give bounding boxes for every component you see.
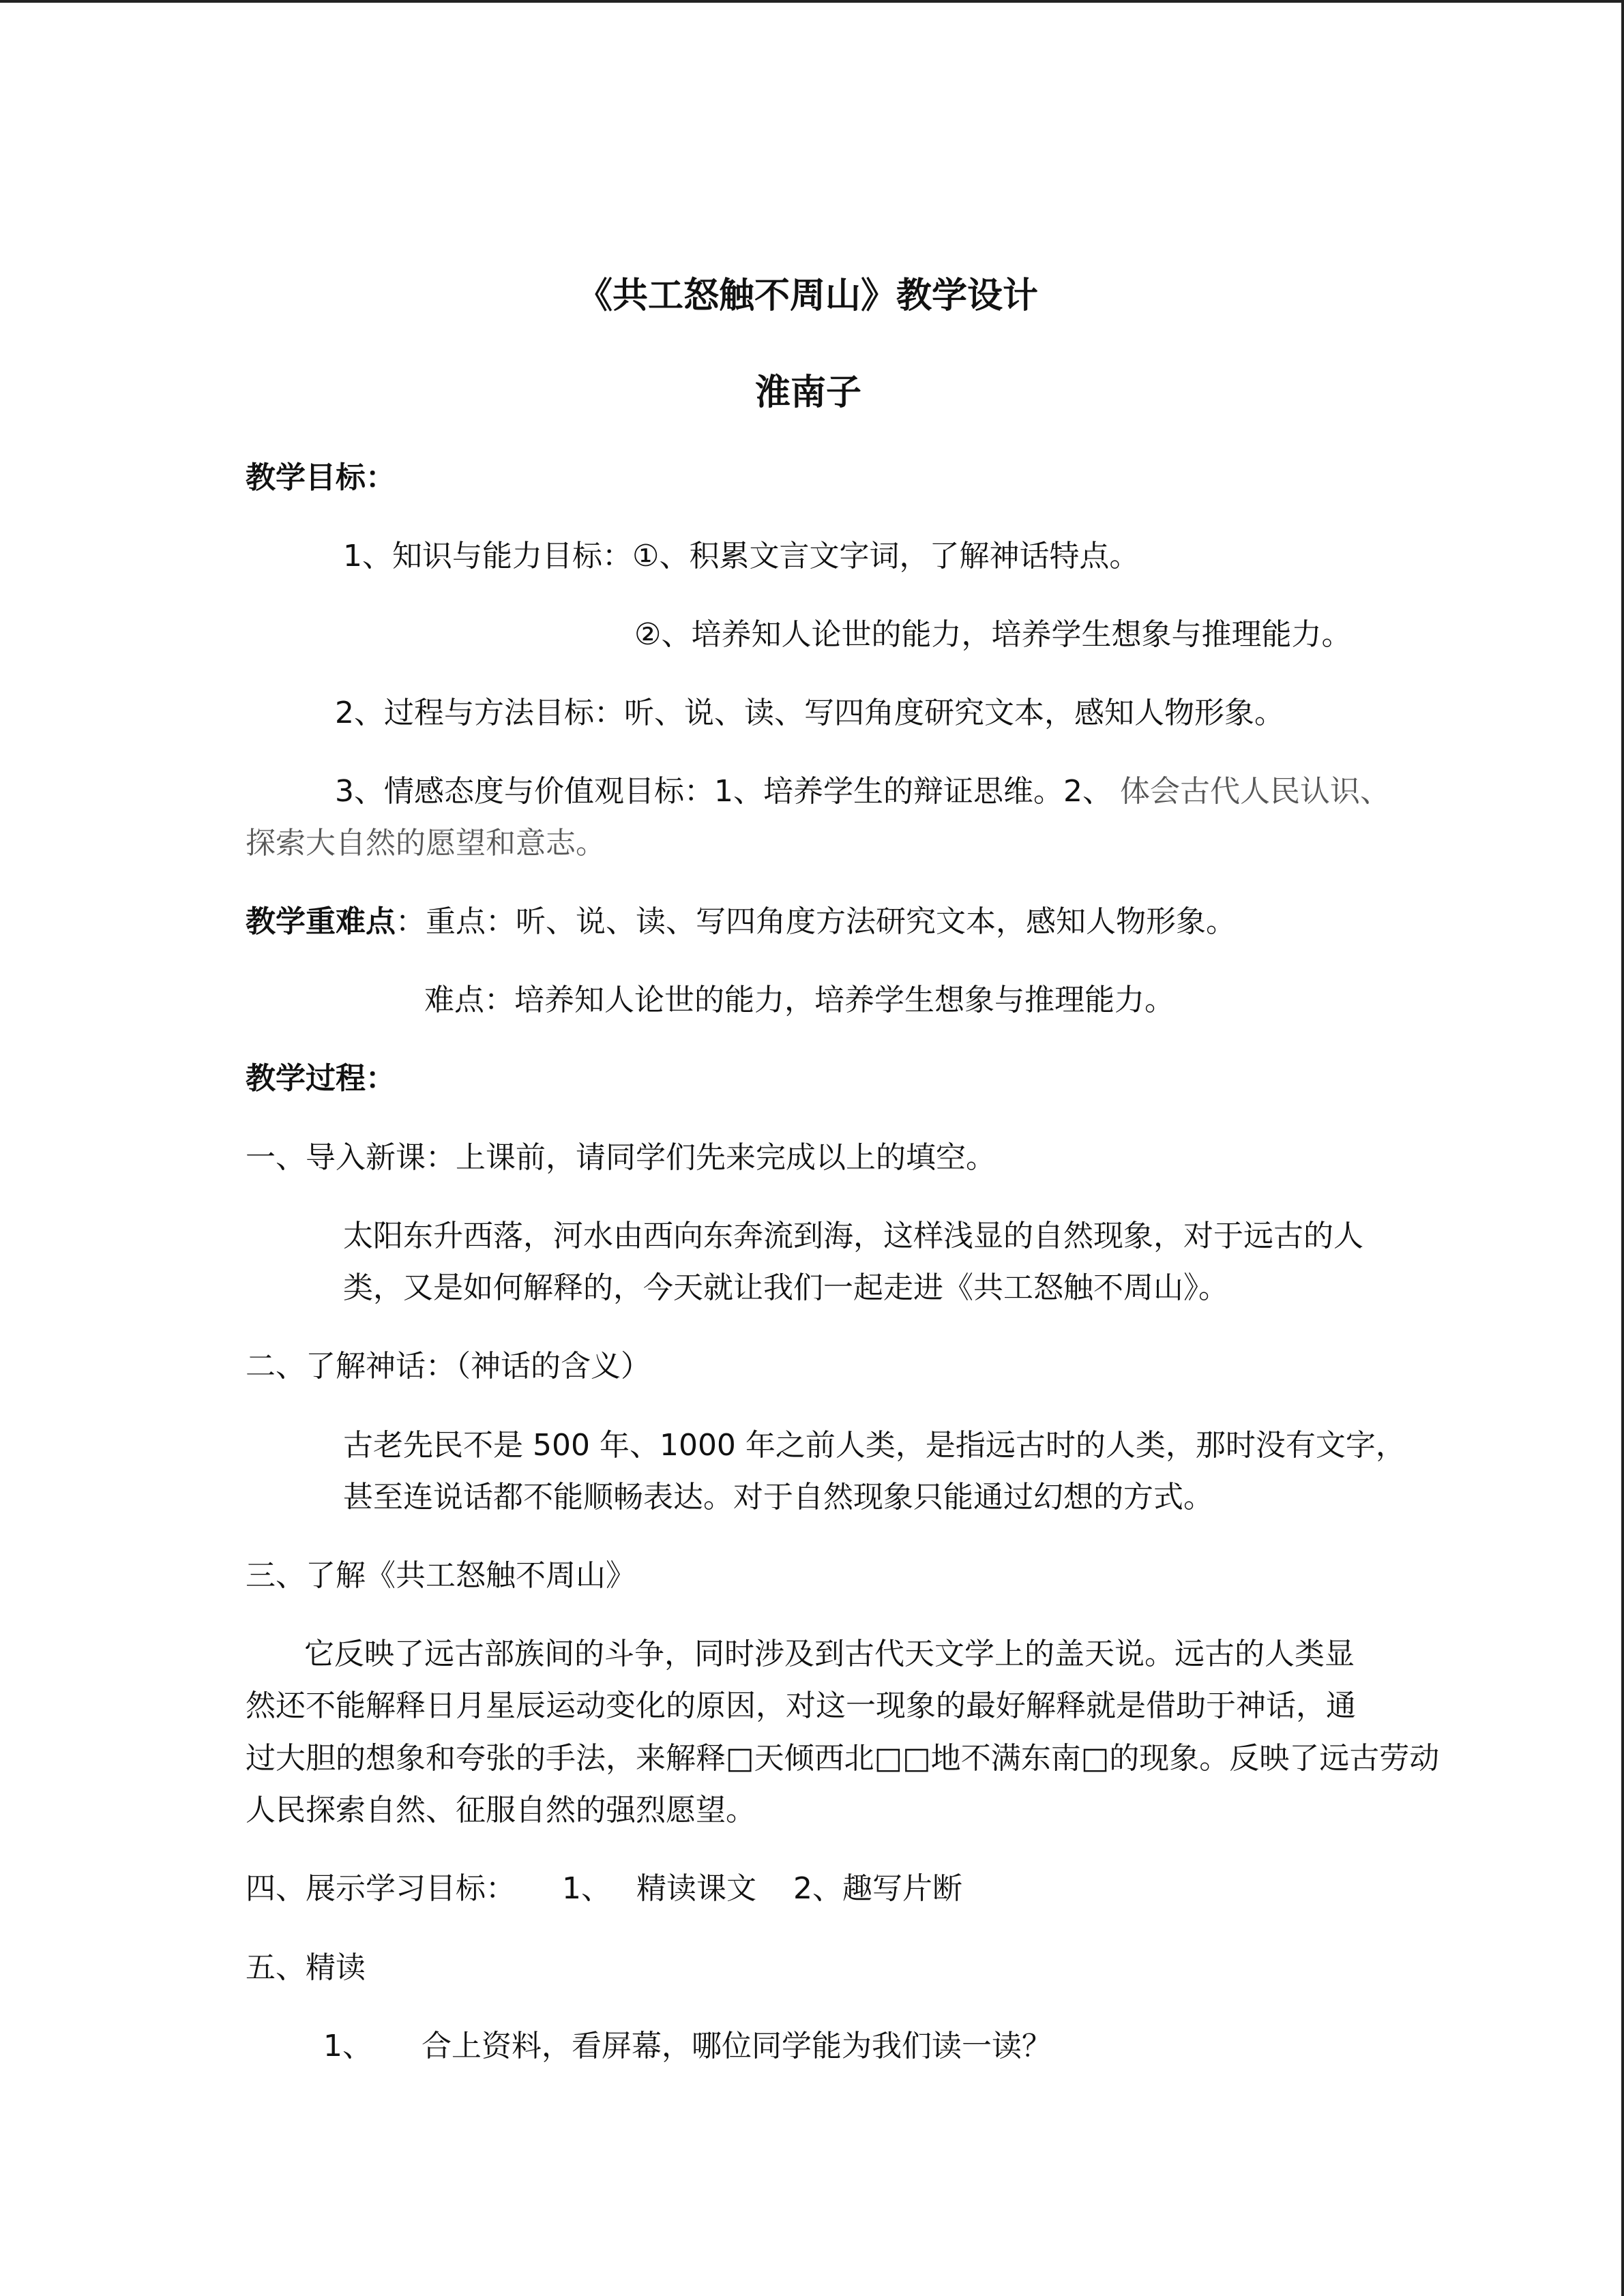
section-4-item1-number: 1、 [562, 1871, 611, 1906]
objective-1: 1、知识与能力目标：①、积累文言文字词，了解神话特点。 [343, 539, 1140, 573]
section-3-para-line4: 人民探索自然、征服自然的强烈愿望。 [246, 1793, 756, 1828]
author: 淮南子 [755, 372, 862, 413]
section-3-para-line2: 然还不能解释日月星辰运动变化的原因，对这一现象的最好解释就是借助于神话，通 [246, 1688, 1356, 1723]
section-5-item1-text: 合上资料，看屏幕，哪位同学能为我们读一读？ [422, 2029, 1052, 2063]
section-4: 四、展示学习目标： [246, 1871, 516, 1906]
section-3-para-line1: 它反映了远古部族间的斗争，同时涉及到古代天文学上的盖天说。远古的人类显 [304, 1637, 1355, 1671]
section-5: 五、精读 [246, 1950, 366, 1985]
keypoints-focus: ：重点：听、说、读、写四角度方法研究文本，感知人物形象。 [396, 904, 1236, 939]
section-2-para-line2: 甚至连说话都不能顺畅表达。对于自然现象只能通过幻想的方式。 [343, 1480, 1213, 1515]
keypoints-difficulty: 难点：培养知人论世的能力，培养学生想象与推理能力。 [424, 983, 1175, 1017]
section-5-item1-number: 1、 [323, 2029, 372, 2063]
section-4-item1-text: 精读课文 [636, 1871, 756, 1906]
keypoints-heading: 教学重难点 [246, 904, 396, 939]
section-1: 一、导入新课：上课前，请同学们先来完成以上的填空。 [246, 1140, 996, 1175]
objective-1b: ②、培养知人论世的能力，培养学生想象与推理能力。 [634, 617, 1352, 652]
section-2-para-line1: 古老先民不是 500 年、1000 年之前人类，是指远古时的人类，那时没有文字， [343, 1428, 1406, 1463]
section-1-para-line1: 太阳东升西落，河水由西向东奔流到海，这样浅显的自然现象，对于远古的人 [343, 1219, 1363, 1253]
objective-3b: 体会古代人民认识、 [1120, 774, 1390, 809]
objective-3c: 探索大自然的愿望和意志。 [246, 826, 606, 861]
objective-2: 2、过程与方法目标：听、说、读、写四角度研究文本，感知人物形象。 [335, 696, 1284, 730]
keypoints-line [246, 901, 1236, 942]
objective-3a: 3、情感态度与价值观目标：1、培养学生的辩证思维。2、 [335, 774, 1112, 809]
objectives-heading: 教学目标： [246, 460, 396, 495]
document-title: 《共工怒触不周山》教学设计 [577, 275, 1039, 316]
section-2: 二、了解神话：（神话的含义） [246, 1349, 651, 1384]
section-1-para-line2: 类，又是如何解释的，今天就让我们一起走进《共工怒触不周山》。 [343, 1270, 1228, 1305]
section-4-item2: 2、趣写片断 [793, 1871, 962, 1906]
process-heading: 教学过程： [246, 1061, 396, 1096]
section-3: 三、了解《共工怒触不周山》 [246, 1558, 636, 1593]
section-3-para-line3: 过大胆的想象和夸张的手法，来解释□天倾西北□□地不满东南□的现象。反映了远古劳动 [246, 1741, 1440, 1776]
